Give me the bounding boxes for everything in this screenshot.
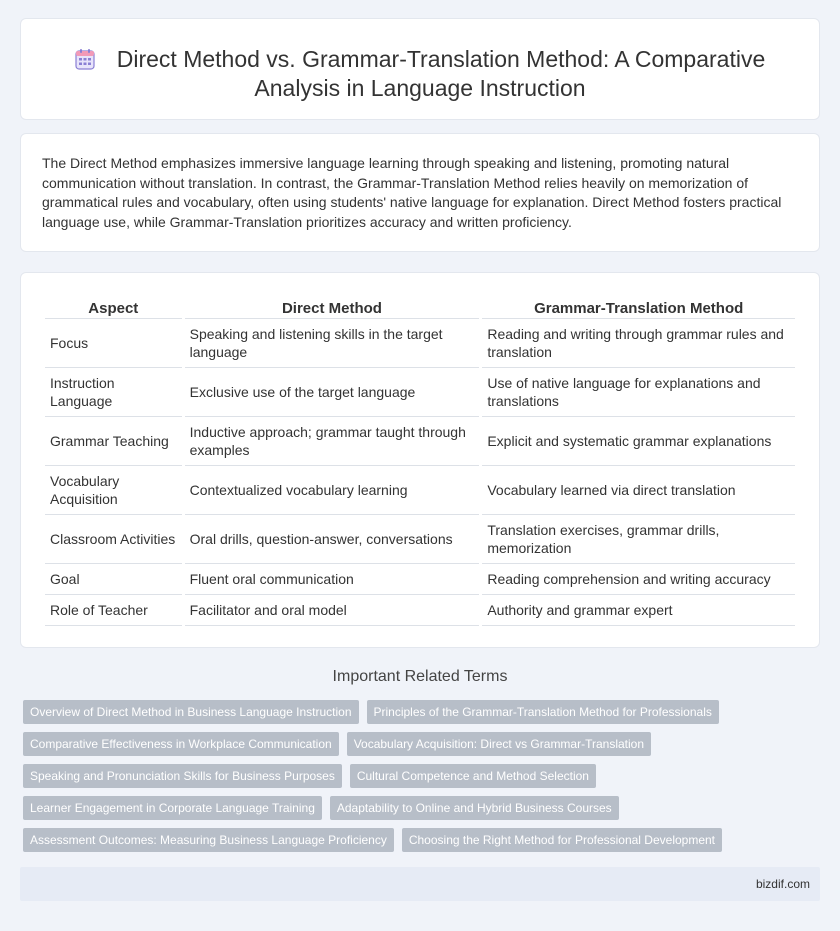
comparison-table-card [20,272,820,648]
row-grammar: Reading and writing through grammar rules and translation [482,319,795,368]
row-direct: Oral drills, question-answer, conversations [185,515,480,564]
row-aspect: Instruction Language [45,368,182,417]
row-grammar: Authority and grammar expert [482,595,795,626]
related-term-link[interactable]: Adaptability to Online and Hybrid Business Courses [330,796,619,820]
calendar-icon [75,48,95,70]
row-aspect: Focus [45,319,182,368]
table-row [45,595,795,626]
row-aspect: Vocabulary Acquisition [45,466,182,515]
footer-site-name: bizdif.com [755,877,810,891]
related-term-link[interactable]: Cultural Competence and Method Selection [350,764,596,788]
tag-row [23,828,823,852]
table-row [45,466,795,515]
header-aspect: Aspect [45,295,182,319]
related-terms-title: Important Related Terms [332,668,508,685]
related-term-link[interactable]: Comparative Effectiveness in Workplace Communication [23,732,339,756]
comparison-table [42,295,798,626]
row-direct: Speaking and listening skills in the target language [185,319,480,368]
related-term-link[interactable]: Overview of Direct Method in Business Language Instruction [23,700,359,724]
tag-row [23,796,823,820]
tag-row [23,732,823,756]
row-grammar: Use of native language for explanations and translations [482,368,795,417]
row-direct: Facilitator and oral model [185,595,480,626]
related-term-link[interactable]: Principles of the Grammar-Translation Method for Professionals [367,700,719,724]
row-direct: Inductive approach; grammar taught through examples [185,417,480,466]
header-direct-method: Direct Method [185,295,480,319]
row-grammar: Translation exercises, grammar drills, memorization [482,515,795,564]
table-row [45,515,795,564]
row-direct: Fluent oral communication [185,564,480,595]
row-grammar: Reading comprehension and writing accuracy [482,564,795,595]
row-aspect: Grammar Teaching [45,417,182,466]
tag-row [23,700,823,724]
table-row [45,319,795,368]
intro-card [20,133,820,252]
related-term-link[interactable]: Speaking and Pronunciation Skills for Business Purposes [23,764,342,788]
table-row [45,417,795,466]
row-aspect: Role of Teacher [45,595,182,626]
table-row [45,564,795,595]
title-wrap [21,45,819,103]
table-header-row [45,295,795,319]
table-row [45,368,795,417]
footer [20,867,820,901]
related-term-link[interactable]: Choosing the Right Method for Professional Development [402,828,722,852]
page-title: Direct Method vs. Grammar-Translation Method: A Comparative Analysis in Language Instruction [116,46,766,101]
related-terms-list [23,700,823,860]
row-direct: Exclusive use of the target language [185,368,480,417]
tag-row [23,764,823,788]
related-term-link[interactable]: Assessment Outcomes: Measuring Business Language Proficiency [23,828,394,852]
related-term-link[interactable]: Learner Engagement in Corporate Language Training [23,796,322,820]
row-aspect: Goal [45,564,182,595]
row-grammar: Vocabulary learned via direct translation [482,466,795,515]
title-card [20,18,820,120]
row-direct: Contextualized vocabulary learning [185,466,480,515]
header-grammar-translation: Grammar-Translation Method [482,295,795,319]
intro-paragraph: The Direct Method emphasizes immersive language learning through speaking and listening, promoting natural communication without translation. In contrast, the Grammar-Translation Method relies heavily on memorization of grammatical rules and vocabulary, often using students' native language for explanation. Direct Method fosters practical language use, while Grammar-Translation prioritizes accuracy and written proficiency. [42,155,782,230]
row-aspect: Classroom Activities [45,515,182,564]
row-grammar: Explicit and systematic grammar explanations [482,417,795,466]
related-term-link[interactable]: Vocabulary Acquisition: Direct vs Grammar-Translation [347,732,651,756]
